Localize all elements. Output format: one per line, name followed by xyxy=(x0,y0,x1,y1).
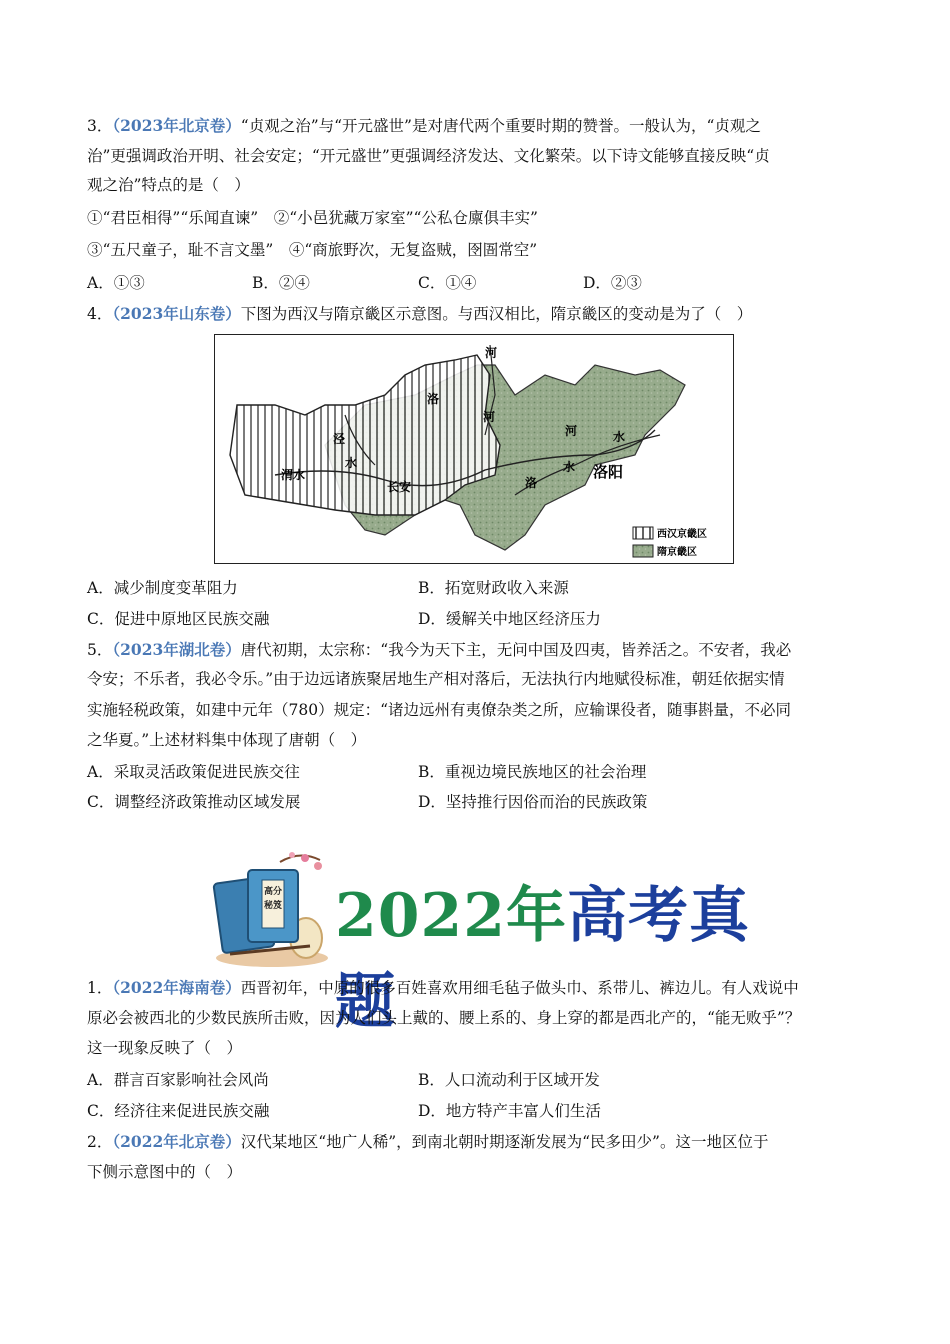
legend-xihan: 西汉京畿区 xyxy=(657,529,707,540)
q4-option-c[interactable]: C．促进中原地区民族交融 xyxy=(87,610,270,628)
q2022-1-option-d[interactable]: D．地方特产丰富人们生活 xyxy=(418,1102,601,1120)
map-label-luoshui-luo: 洛 xyxy=(525,476,538,490)
q4-source: （2023年山东卷） xyxy=(112,304,241,323)
q5-source: （2023年湖北卷） xyxy=(112,640,241,659)
map-label-luoshui-shui: 水 xyxy=(563,460,576,474)
q2022-1-option-a[interactable]: A．群言百家影响社会风尚 xyxy=(87,1071,269,1089)
q5-option-d[interactable]: D．坚持推行因俗而治的民族政策 xyxy=(418,793,648,811)
q3-option-b[interactable]: B．②④ xyxy=(252,274,310,292)
map-label-luoyang: 洛阳 xyxy=(593,463,624,481)
q2022-1-line-1: 1．（2022年海南卷）西晋初年，中原的很多百姓喜欢用细毛毡子做头巾、系带儿、裤边儿。有人戏说中 xyxy=(87,978,799,997)
q3-option-d[interactable]: D．②③ xyxy=(583,274,642,292)
q2022-1-option-c[interactable]: C．经济往来促进民族交融 xyxy=(87,1102,270,1120)
q3-option-c[interactable]: C．①④ xyxy=(418,274,477,292)
q3-line-5: ③“五尺童子，耻不言文墨” ④“商旅野次，无复盗贼，囹圄常空” xyxy=(87,241,538,259)
map-label-heshui-he2: 河 xyxy=(565,424,578,438)
q3-line-3: 观之治”特点的是（ ） xyxy=(87,176,250,194)
map-label-he: 河 xyxy=(485,346,498,360)
banner-heading: 高考真题 xyxy=(335,881,750,1037)
map-label-heshui-shui: 水 xyxy=(613,430,626,444)
map-label-heshui-he: 河 xyxy=(483,410,496,424)
q4-option-a[interactable]: A．减少制度变革阻力 xyxy=(87,579,238,597)
q4-option-d[interactable]: D．缓解关中地区经济压力 xyxy=(418,610,601,628)
q4-option-b[interactable]: B．拓宽财政收入来源 xyxy=(418,579,569,597)
books-icon xyxy=(210,850,335,970)
legend-swatch-sui xyxy=(633,545,653,557)
q2022-2-source: （2022年北京卷） xyxy=(112,1132,241,1151)
q2022-1-source: （2022年海南卷） xyxy=(112,978,241,997)
book-label-2: 秘笈 xyxy=(263,901,283,911)
q3-option-a[interactable]: A．①③ xyxy=(87,274,145,292)
map-label-changan: 长安 xyxy=(387,480,412,494)
book-label-1: 高分 xyxy=(263,887,283,897)
q2022-1-line-3: 这一现象反映了（ ） xyxy=(87,1039,243,1057)
q3-number: 3． xyxy=(87,117,113,135)
q5-line-1: 5．（2023年湖北卷）唐代初期，太宗称：“我今为天下主，无问中国及四夷，皆养活之。不安者，我必 xyxy=(87,640,792,659)
q2022-1-line-2: 原必会被西北的少数民族所击败，因为人们头上戴的、腰上系的、身上穿的都是西北产的，“能无败乎”？ xyxy=(87,1009,801,1027)
q2022-2-line-2: 下侧示意图中的（ ） xyxy=(87,1163,243,1181)
q5-line-3: 实施轻税政策，如建中元年（780）规定：“诸边远州有夷僚杂类之所，应输课役者，随事斟量，不必同 xyxy=(87,701,792,719)
q3-line-1: 3．（2023年北京卷）“贞观之治”与“开元盛世”是对唐代两个重要时期的赞誉。一般认为，“贞观之 xyxy=(87,116,761,135)
legend-sui: 隋京畿区 xyxy=(657,547,697,558)
capital-region-map xyxy=(214,334,734,564)
q5-option-c[interactable]: C．调整经济政策推动区域发展 xyxy=(87,793,301,811)
q5-option-b[interactable]: B．重视边境民族地区的社会治理 xyxy=(418,763,647,781)
q3-line-4: ①“君臣相得”“乐闻直谏” ②“小邑犹藏万家室”“公私仓廪俱丰实” xyxy=(87,209,538,227)
q5-line-2: 令安；不乐者，我必令乐。”由于边远诸族聚居地生产相对落后，无法执行内地赋役标准，朝廷依据实情 xyxy=(87,670,785,688)
map-label-jing: 泾 xyxy=(333,432,346,446)
q5-option-a[interactable]: A．采取灵活政策促进民族交往 xyxy=(87,763,300,781)
q5-line-4: 之华夏。”上述材料集中体现了唐朝（ ） xyxy=(87,731,367,749)
map-label-luo: 洛 xyxy=(427,392,440,406)
q3-source: （2023年北京卷） xyxy=(112,116,241,135)
q4-stem: 4．（2023年山东卷）下图为西汉与隋京畿区示意图。与西汉相比，隋京畿区的变动是为了（ ） xyxy=(87,304,753,323)
banner-year: 2022年 xyxy=(335,881,567,951)
q2022-1-option-b[interactable]: B．人口流动利于区域开发 xyxy=(418,1071,600,1089)
q3-line-2: 治”更强调政治开明、社会安定；“开元盛世”更强调经济发达、文化繁荣。以下诗文能够直接反映“贞 xyxy=(87,147,770,165)
map-label-weishui: 渭水 xyxy=(281,468,306,482)
map-figure xyxy=(215,335,734,564)
legend-swatch-xihan xyxy=(633,527,653,539)
q2022-2-line-1: 2．（2022年北京卷）汉代某地区“地广人稀”，到南北朝时期逐渐发展为“民多田少”。这一地区位于 xyxy=(87,1132,769,1151)
map-label-shui: 水 xyxy=(345,456,358,470)
